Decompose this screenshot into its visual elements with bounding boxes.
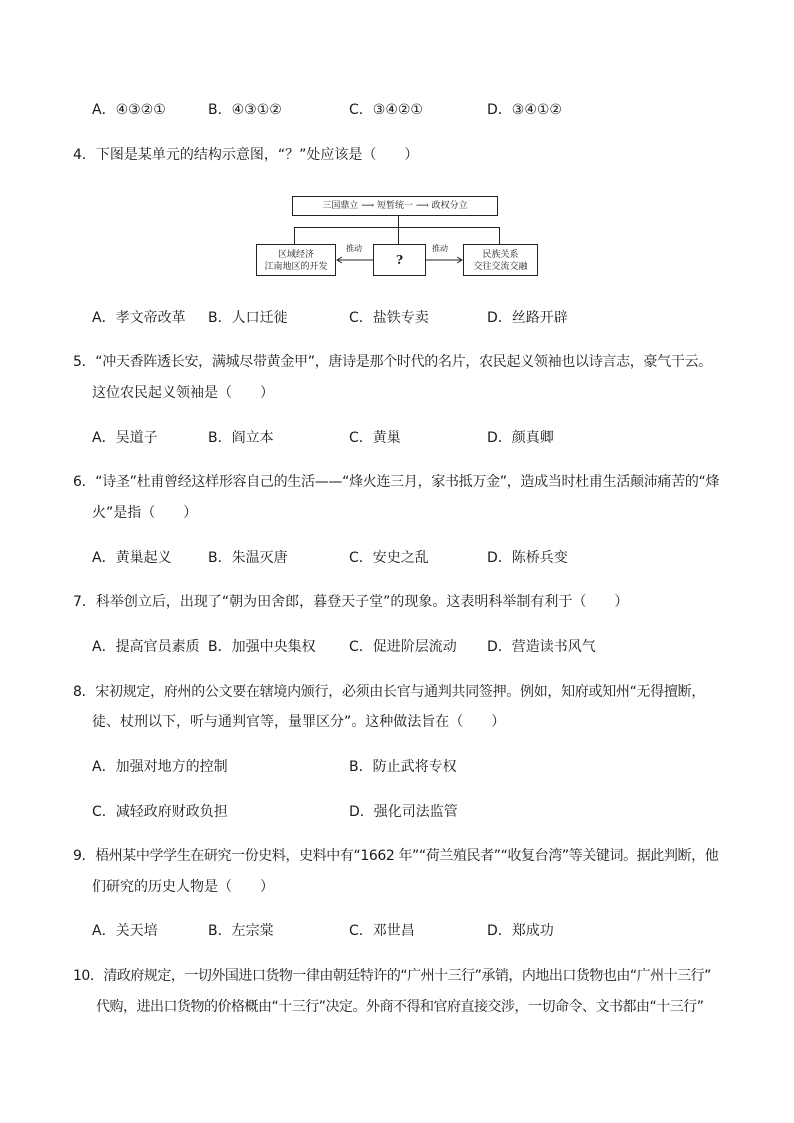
q7-option-a: A．提高官员素质 [92, 639, 200, 655]
q6-option-b: B．朱温灭唐 [208, 550, 288, 566]
q9-stem-line2: 们研究的历史人物是（ ） [92, 879, 274, 895]
diagram-right-box [463, 244, 538, 276]
q3-option-a: A．④③②① [92, 102, 166, 118]
q8-option-c: C．减轻政府财政负担 [92, 804, 228, 820]
q7-option-c: C．促进阶层流动 [349, 639, 457, 655]
q9-option-c: C．邓世昌 [349, 923, 415, 939]
q8-option-d: D．强化司法监管 [349, 804, 458, 820]
q6-stem-line1: 6．“诗圣”杜甫曾经这样形容自己的生活——“烽火连三月，家书抵万金”，造成当时杜甫生活颠沛痛苦的“烽 [73, 474, 720, 490]
q6-option-d: D．陈桥兵变 [487, 550, 568, 566]
q6-option-a: A．黄巢起义 [92, 550, 172, 566]
q10-stem-line1: 10．清政府规定，一切外国进口货物一律由朝廷特许的“广州十三行”承销，内地出口货物也由“广州十三行” [73, 968, 711, 984]
q3-option-d: D．③④①② [487, 102, 562, 118]
q9-option-d: D．郑成功 [487, 923, 554, 939]
q5-option-b: B．阎立本 [208, 430, 274, 446]
q4-option-d: D．丝路开辟 [487, 310, 568, 326]
diagram-top-3: 政权分立 [431, 201, 468, 211]
diagram-top-box [292, 196, 498, 216]
q9-stem-line1: 9．梧州某中学学生在研究一份史料，史料中有“1662 年”“荷兰殖民者”“收复台湾”等关键词。据此判断，他 [73, 848, 719, 864]
q8-option-a: A．加强对地方的控制 [92, 759, 228, 775]
diagram-arrows [336, 255, 463, 265]
diagram-top-1: 三国鼎立 [322, 201, 359, 211]
q5-stem-line1: 5．“冲天香阵透长安，满城尽带黄金甲”，唐诗是那个时代的名片，农民起义领袖也以诗言志，豪气干云。 [73, 354, 713, 370]
q6-stem-line2: 火”是指（ ） [92, 505, 198, 521]
q5-option-a: A．吴道子 [92, 430, 158, 446]
q8-stem-line1: 8．宋初规定，府州的公文要在辖境内颁行，必须由长官与通判共同签押。例如，知府或知州“无得擅断， [73, 684, 706, 700]
q7-stem: 7．科举创立后，出现了“朝为田舍郎，暮登天子堂”的现象。这表明科举制有利于（ ） [73, 594, 629, 610]
arrow-right-icon: ⟶ [415, 201, 429, 211]
diagram-push-left-label: 推动 [346, 244, 362, 253]
q4-option-c: C．盐铁专卖 [349, 310, 429, 326]
diagram-connector [294, 227, 295, 244]
diagram-connector [398, 216, 399, 227]
q10-stem-line2: 代购，进出口货物的价格概由“十三行”决定。外商不得和官府直接交涉，一切命令、文书都由“十三行” [96, 999, 704, 1015]
q9-option-b: B．左宗棠 [208, 923, 274, 939]
diagram-right-line1: 民族关系 [482, 250, 519, 260]
diagram-left-box [256, 244, 336, 276]
diagram-connector [499, 227, 500, 244]
q9-option-a: A．关天培 [92, 923, 158, 939]
q4-option-a: A．孝文帝改革 [92, 310, 186, 326]
q8-stem-line2: 徒、杖刑以下，听与通判官等，量罪区分”。这种做法旨在（ ） [92, 714, 506, 730]
diagram-center-box: ? [373, 244, 426, 276]
diagram-push-right-label: 推动 [432, 244, 448, 253]
q4-stem: 4．下图是某单元的结构示意图，“？”处应该是（ ） [73, 147, 419, 163]
diagram-left-line2: 江南地区的开发 [264, 262, 328, 272]
q7-option-d: D．营造读书风气 [487, 639, 596, 655]
q5-stem-line2: 这位农民起义领袖是（ ） [92, 385, 274, 401]
q3-option-b: B．④③①② [208, 102, 282, 118]
q5-option-c: C．黄巢 [349, 430, 401, 446]
q6-option-c: C．安史之乱 [349, 550, 429, 566]
q3-option-c: C．③④②① [349, 102, 423, 118]
diagram-connector [294, 227, 500, 228]
diagram-left-line1: 区域经济 [277, 250, 314, 260]
diagram-top-2: 短暂统一 [376, 201, 413, 211]
diagram-right-line2: 交往交流交融 [473, 262, 528, 272]
q7-option-b: B．加强中央集权 [208, 639, 316, 655]
arrow-right-icon: ⟶ [361, 201, 375, 211]
q5-option-d: D．颜真卿 [487, 430, 554, 446]
diagram-connector [398, 227, 399, 244]
q8-option-b: B．防止武将专权 [349, 759, 457, 775]
q4-option-b: B．人口迁徙 [208, 310, 288, 326]
